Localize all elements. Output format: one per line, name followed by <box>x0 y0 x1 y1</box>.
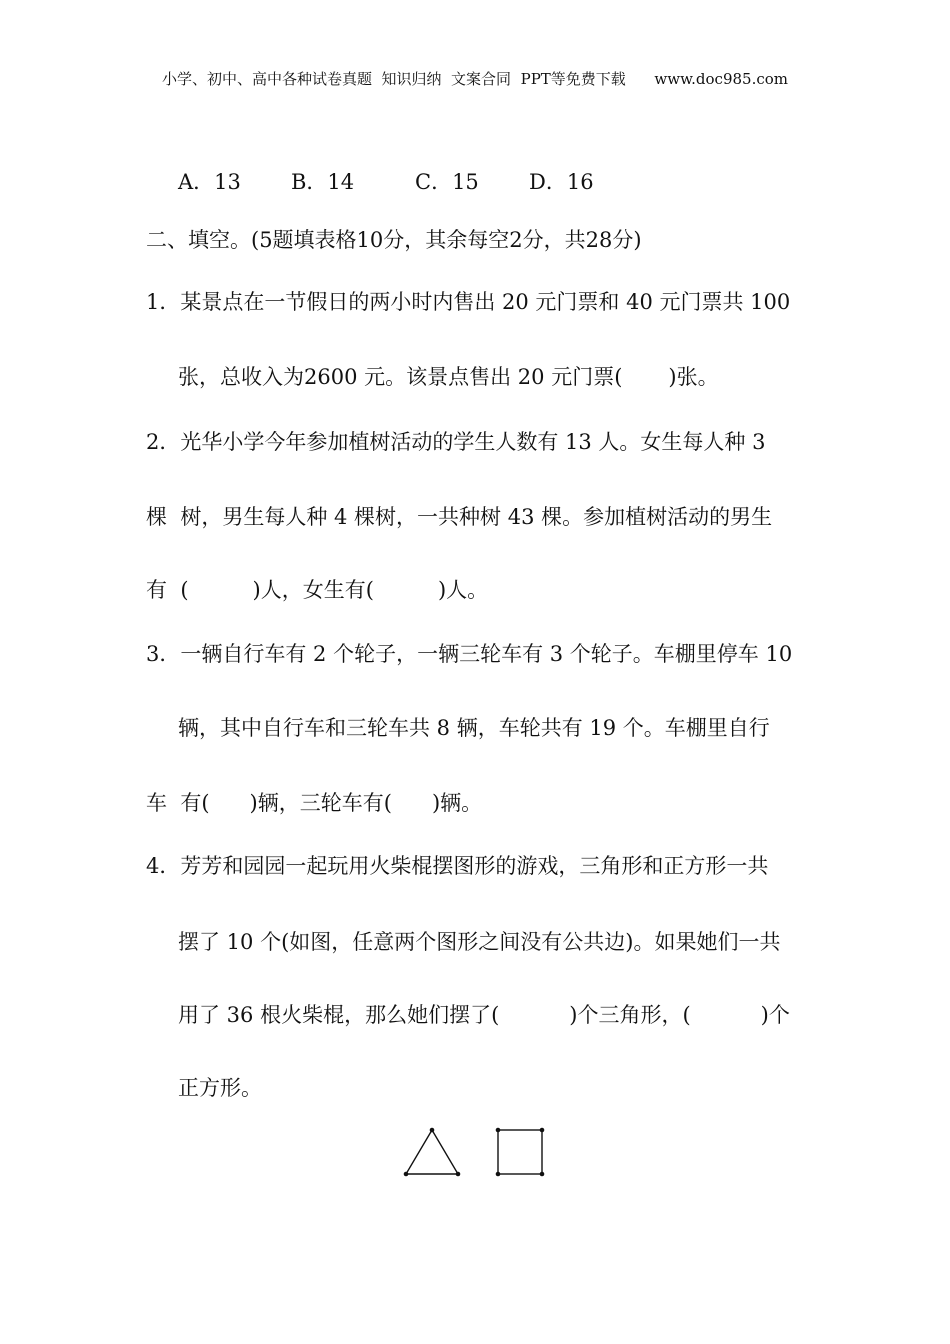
q4-line3 <box>178 1005 790 1026</box>
q3-line1: 3．一辆自行车有 2 个轮子，一辆三轮车有 3 个轮子。车棚里停车 10 <box>146 642 793 666</box>
q4-line2: 摆了 10 个(如图，任意两个图形之间没有公共边)。如果她们一共 <box>178 930 781 954</box>
q4-line3-start: 用了 36 根火柴棍，那么她们摆了( <box>178 1003 500 1027</box>
matchstick-figures <box>400 1124 550 1180</box>
q1-line2-end: )张。 <box>668 365 719 389</box>
option-b: B．14 <box>291 170 355 194</box>
q3-line3 <box>146 793 482 814</box>
q2-line3-mid: )人，女生有( <box>252 578 374 602</box>
option-a: A．13 <box>178 170 241 194</box>
q1-line2-start: 张，总收入为2600 元。该景点售出 20 元门票( <box>178 365 623 389</box>
q4-line3-end: )个 <box>760 1003 790 1027</box>
q3-line3-end: )辆。 <box>431 791 483 815</box>
q1-line1: 1．某景点在一节假日的两小时内售出 20 元门票和 40 元门票共 100 <box>146 290 791 314</box>
q3-line3-mid: )辆，三轮车有( <box>249 791 392 815</box>
q2-line3 <box>146 580 488 601</box>
q4-line4: 正方形。 <box>178 1076 262 1100</box>
q2-line3-end: )人。 <box>437 578 489 602</box>
section-title: 二、填空。(5题填表格10分，其余每空2分，共28分) <box>146 228 642 252</box>
q2-line1: 2．光华小学今年参加植树活动的学生人数有 13 人。女生每人种 3 <box>146 430 766 454</box>
triangle-icon <box>404 1128 461 1177</box>
q3-line3-start: 车 有( <box>146 791 210 815</box>
q4-line3-mid: )个三角形，( <box>569 1003 691 1027</box>
square-icon <box>496 1128 545 1177</box>
q4-line1: 4．芳芳和园园一起玩用火柴棍摆图形的游戏，三角形和正方形一共 <box>146 854 769 878</box>
page-header <box>0 68 950 89</box>
option-c: C．15 <box>415 170 479 194</box>
option-d: D．16 <box>529 170 594 194</box>
q1-line2 <box>178 367 719 388</box>
q2-line3-start: 有 ( <box>146 578 189 602</box>
q3-line2: 辆，其中自行车和三轮车共 8 辆，车轮共有 19 个。车棚里自行 <box>178 716 770 740</box>
q2-line2: 棵 树，男生每人种 4 棵树，一共种树 43 棵。参加植树活动的男生 <box>146 505 773 529</box>
header-url: www.doc985.com <box>654 70 788 88</box>
header-text: 小学、初中、高中各种试卷真题 知识归纳 文案合同 PPT等免费下载 <box>161 70 626 88</box>
